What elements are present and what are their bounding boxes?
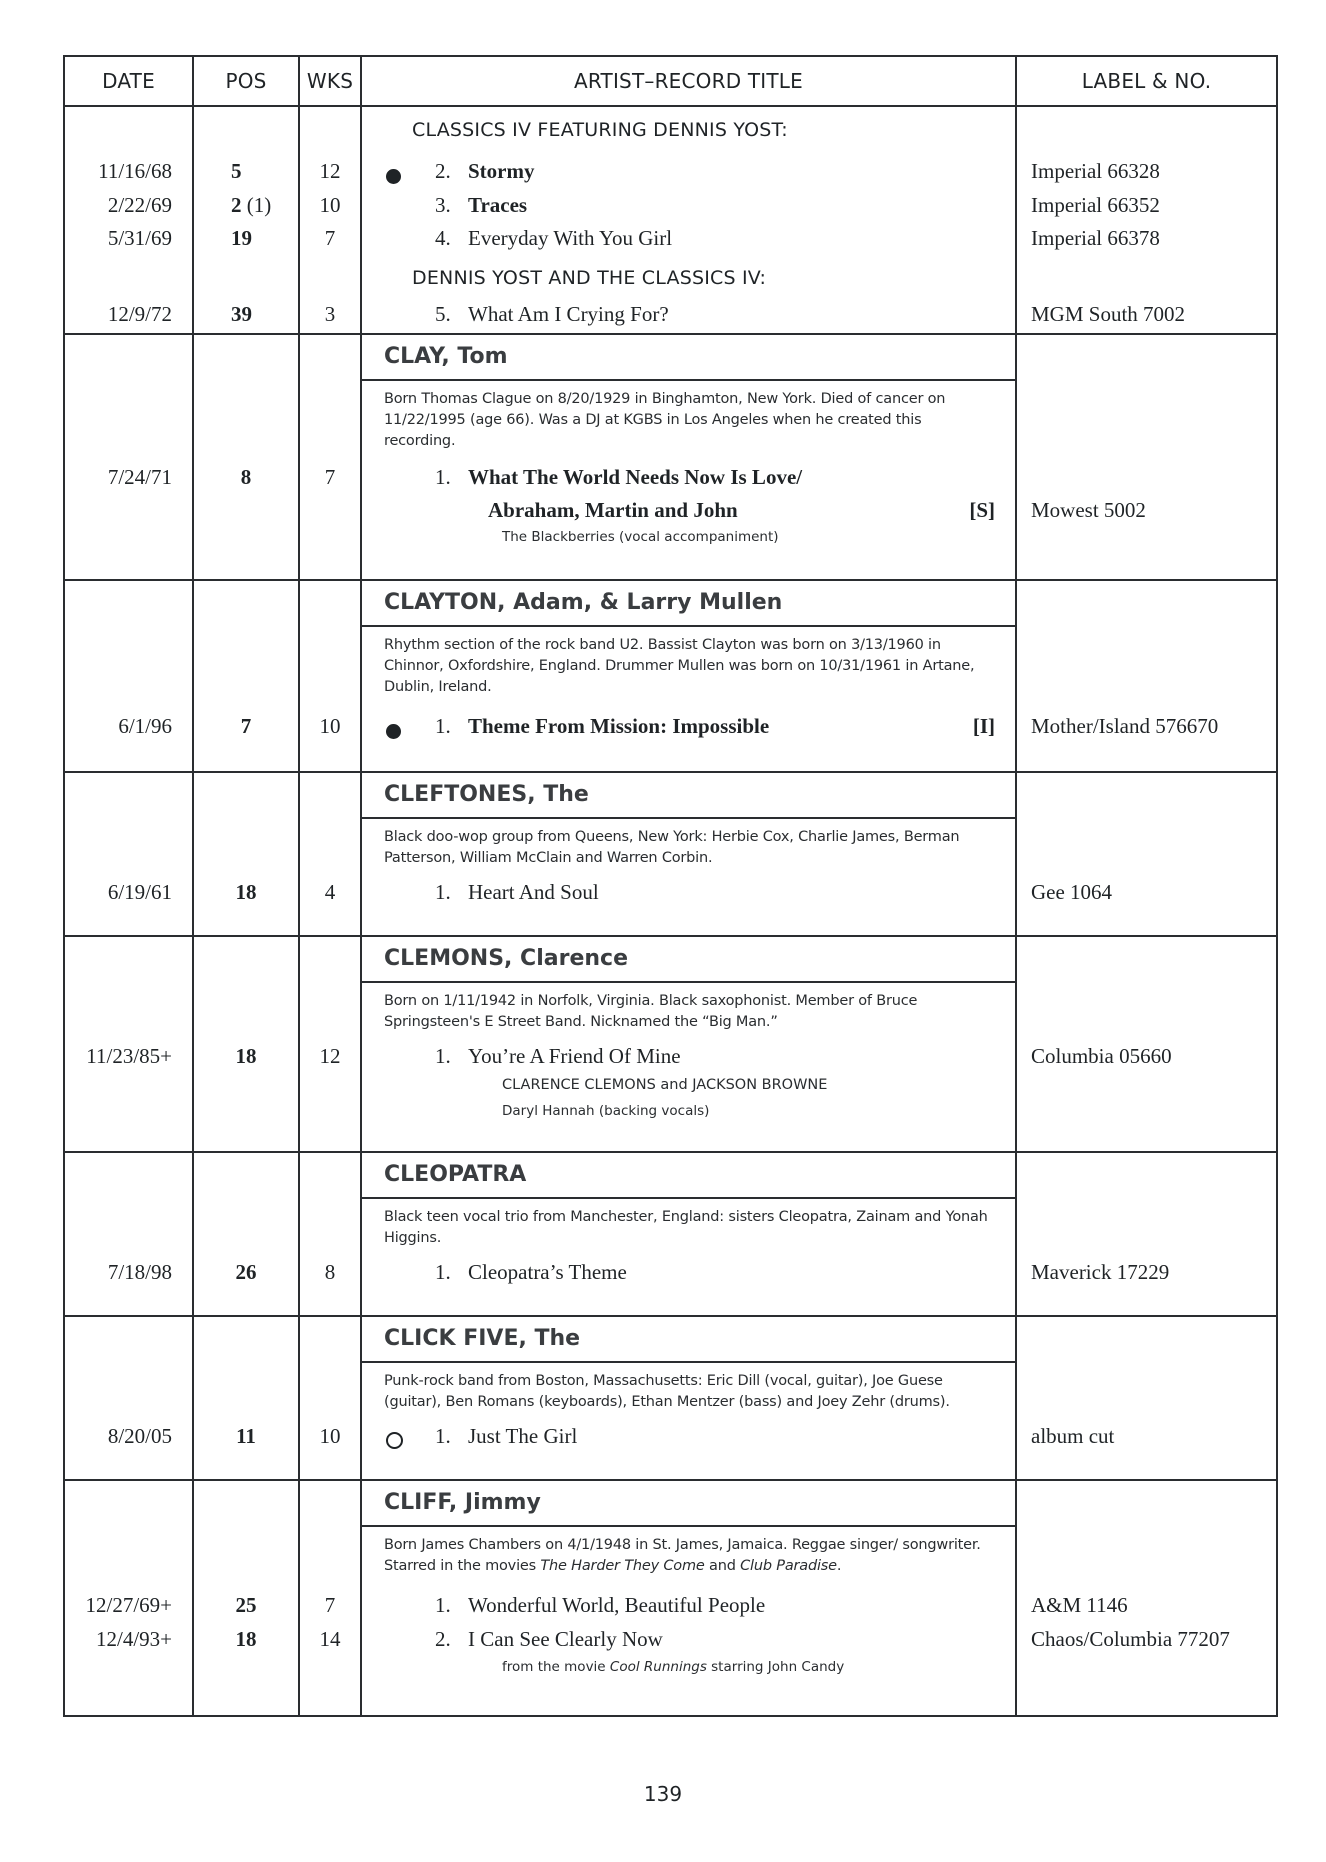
label-cell (1016, 1316, 1277, 1480)
weeks-charted: 8 (324, 1260, 336, 1284)
weeks-charted: 12 (319, 1044, 341, 1068)
song-title: Everyday With You Girl (468, 226, 673, 250)
artist-row-cliff-jimmy (64, 1480, 1277, 1716)
song-title: Heart And Soul (468, 880, 599, 904)
peak-position: 25 (235, 1593, 257, 1617)
weeks-charted: 7 (324, 1593, 336, 1617)
date-cell (64, 106, 193, 334)
record-label: MGM South 7002 (1031, 302, 1186, 326)
header-wks: WKS (299, 56, 361, 106)
label-cell (1016, 1480, 1277, 1716)
wks-cell (299, 1480, 361, 1716)
title-cell: CLICK FIVE, The Punk-rock band from Boston, Massachusetts: Eric Dill (vocal, guitar), Joe Guese (guitar), Ben Romans (keyboards), Ethan Mentzer (bass) and Joey Zehr (drums). 1. Just The Girl (361, 1316, 1016, 1480)
wks-cell (299, 1316, 361, 1480)
date-cell (64, 1316, 193, 1480)
label-cell (1016, 1152, 1277, 1316)
peak-position: 18 (235, 1627, 257, 1651)
record-label: Imperial 66378 (1031, 226, 1160, 250)
date-cell (64, 772, 193, 936)
artist-name: CLIFF, Jimmy (362, 1481, 1015, 1527)
header-label: LABEL & NO. (1016, 56, 1277, 106)
artist-row-classics-iv (64, 106, 1277, 334)
artist-row-clay-tom (64, 334, 1277, 580)
label-cell (1016, 772, 1277, 936)
peak-position: 11 (236, 1424, 256, 1448)
peak-position: 7 (240, 714, 252, 738)
song-note: The Blackberries (vocal accompaniment) (502, 529, 779, 545)
header-row (64, 56, 1277, 106)
artist-name: CLEMONS, Clarence (362, 937, 1015, 983)
peak-position: 5 (231, 159, 242, 183)
song-title: Just The Girl (468, 1424, 578, 1448)
record-label: Chaos/Columbia 77207 (1031, 1627, 1230, 1651)
chart-date: 7/24/71 (107, 465, 172, 489)
date-cell (64, 936, 193, 1152)
song-title: Stormy (468, 159, 535, 183)
gold-record-icon (386, 165, 401, 190)
header-date: DATE (64, 56, 193, 106)
weeks-charted: 10 (319, 1424, 341, 1448)
pos-cell (193, 772, 299, 936)
peak-position: 8 (240, 465, 252, 489)
artist-bio: Black teen vocal trio from Manchester, England: sisters Cleopatra, Zainam and Yonah Higgins. (384, 1209, 988, 1246)
wks-cell (299, 936, 361, 1152)
title-cell: CLIFF, Jimmy Born James Chambers on 4/1/1948 in St. James, Jamaica. Reggae singer/ songwriter. Starred in the movies The Harder They Come and Club Paradise. 1. Wonderful World, Beautiful People 2. I Can See Clearly Now from the movie Cool Runnings starring John Candy (361, 1480, 1016, 1716)
pos-cell (193, 580, 299, 772)
song-title: Traces (468, 193, 528, 217)
chart-date: 12/27/69+ (85, 1593, 172, 1617)
date-cell (64, 1480, 193, 1716)
song-title: Cleopatra’s Theme (468, 1260, 627, 1284)
peak-position: 2 (1) (231, 193, 272, 217)
peak-position: 19 (231, 226, 252, 250)
chart-date: 6/19/61 (107, 880, 172, 904)
date-cell (64, 580, 193, 772)
header-pos: POS (193, 56, 299, 106)
title-cell: CLAY, Tom Born Thomas Clague on 8/20/1929 in Binghamton, New York. Died of cancer on 11/22/1995 (age 66). Was a DJ at KGBS in Los Angeles when he created this recording. 1. What The World Needs Now Is Love/ Abraham, Martin and John [S] The Blackberries (vocal accompaniment) (361, 334, 1016, 580)
record-label: Imperial 66352 (1031, 193, 1160, 217)
chart-date: 12/4/93+ (95, 1627, 172, 1651)
song-title: Theme From Mission: Impossible (468, 714, 770, 738)
wks-cell (299, 106, 361, 334)
title-cell: CLEFTONES, The Black doo-wop group from Queens, New York: Herbie Cox, Charlie James, Berman Patterson, William McClain and Warren Corbin. 1. Heart And Soul (361, 772, 1016, 936)
song-title: What The World Needs Now Is Love/ (468, 465, 803, 489)
page-number: 139 (643, 1782, 683, 1806)
pos-cell (193, 1480, 299, 1716)
artist-row-clayton-mullen (64, 580, 1277, 772)
weeks-charted: 7 (324, 226, 336, 250)
stereo-tag: [S] (969, 498, 995, 522)
artist-bio: Punk-rock band from Boston, Massachusetts: Eric Dill (vocal, guitar), Joe Guese (guitar), Ben Romans (keyboards), Ethan Mentzer (bass) and Joey Zehr (drums). (384, 1373, 950, 1410)
song-title: Wonderful World, Beautiful People (468, 1593, 766, 1617)
pos-cell (193, 106, 299, 334)
record-label: Imperial 66328 (1031, 159, 1160, 183)
date-cell (64, 334, 193, 580)
artist-name: CLEFTONES, The (362, 773, 1015, 819)
record-label: Columbia 05660 (1031, 1044, 1172, 1068)
weeks-charted: 7 (324, 465, 336, 489)
chart-date: 8/20/05 (107, 1424, 172, 1448)
weeks-charted: 12 (319, 159, 341, 183)
chart-date: 12/9/72 (107, 302, 172, 326)
label-cell (1016, 106, 1277, 334)
record-label: album cut (1031, 1424, 1115, 1448)
title-cell: CLASSICS IV FEATURING DENNIS YOST: 2. Stormy 3. Traces 4. Everyday With You Girl DENNIS YOST AND THE CLASSICS IV: 5. What Am I Crying For? (361, 106, 1016, 334)
peak-position: 18 (235, 1044, 257, 1068)
artist-bio: Rhythm section of the rock band U2. Bassist Clayton was born on 3/13/1960 in Chinnor, Oxfordshire, England. Drummer Mullen was born on 10/31/1961 in Artane, Dublin, Ireland. (384, 637, 975, 695)
chart-date: 11/23/85+ (86, 1044, 172, 1068)
record-label: A&M 1146 (1031, 1593, 1128, 1617)
chart-date: 2/22/69 (107, 193, 172, 217)
artist-credit-subhead: DENNIS YOST AND THE CLASSICS IV: (412, 267, 767, 289)
chart-date: 11/16/68 (98, 159, 172, 183)
artist-bio: Born Thomas Clague on 8/20/1929 in Binghamton, New York. Died of cancer on 11/22/1995 (age 66). Was a DJ at KGBS in Los Angeles when he created this recording. (384, 391, 946, 449)
chart-date: 7/18/98 (107, 1260, 172, 1284)
gold-record-icon (386, 720, 401, 745)
date-cell (64, 1152, 193, 1316)
chart-date: 6/1/96 (118, 714, 172, 738)
artist-credit-subhead: CLASSICS IV FEATURING DENNIS YOST: (412, 119, 788, 141)
peak-position: 18 (235, 880, 257, 904)
artist-name: CLAYTON, Adam, & Larry Mullen (362, 581, 1015, 627)
digital-track-icon (386, 1430, 403, 1455)
chart-date: 5/31/69 (107, 226, 172, 250)
artist-name: CLICK FIVE, The (362, 1317, 1015, 1363)
weeks-charted: 3 (324, 302, 336, 326)
instrumental-tag: [I] (972, 714, 995, 738)
artist-row-cleftones (64, 772, 1277, 936)
record-label: Mother/Island 576670 (1031, 714, 1219, 738)
pos-cell (193, 1316, 299, 1480)
weeks-charted: 10 (319, 714, 341, 738)
record-label: Mowest 5002 (1031, 498, 1146, 522)
weeks-charted: 10 (319, 193, 341, 217)
artist-row-click-five (64, 1316, 1277, 1480)
label-cell (1016, 580, 1277, 772)
header-title: ARTIST–RECORD TITLE (361, 56, 1016, 106)
artist-bio: Born James Chambers on 4/1/1948 in St. James, Jamaica. Reggae singer/ songwriter. Starred in the movies The Harder They Come and Club Paradise. (384, 1537, 981, 1574)
peak-position: 26 (235, 1260, 257, 1284)
song-note: Daryl Hannah (backing vocals) (502, 1103, 710, 1119)
song-note: from the movie Cool Runnings starring John Candy (502, 1659, 845, 1675)
artist-bio: Black doo-wop group from Queens, New York: Herbie Cox, Charlie James, Berman Patterson, William McClain and Warren Corbin. (384, 829, 960, 866)
artist-name: CLEOPATRA (362, 1153, 1015, 1199)
pos-cell (193, 334, 299, 580)
pos-cell (193, 1152, 299, 1316)
pos-cell (193, 936, 299, 1152)
artist-credit: CLARENCE CLEMONS and JACKSON BROWNE (502, 1077, 828, 1093)
record-label: Gee 1064 (1031, 880, 1113, 904)
weeks-charted: 14 (319, 1627, 341, 1651)
wks-cell (299, 1152, 361, 1316)
artist-name: CLAY, Tom (362, 335, 1015, 381)
artist-bio: Born on 1/11/1942 in Norfolk, Virginia. Black saxophonist. Member of Bruce Springsteen's E Street Band. Nicknamed the “Big Man.” (384, 993, 918, 1030)
song-title: Abraham, Martin and John (488, 498, 738, 522)
weeks-charted: 4 (324, 880, 336, 904)
song-title: I Can See Clearly Now (468, 1627, 663, 1651)
chart-table (63, 55, 1278, 1717)
title-cell: CLEOPATRA Black teen vocal trio from Manchester, England: sisters Cleopatra, Zainam and Yonah Higgins. 1. Cleopatra’s Theme (361, 1152, 1016, 1316)
title-cell: CLAYTON, Adam, & Larry Mullen Rhythm section of the rock band U2. Bassist Clayton was born on 3/13/1960 in Chinnor, Oxfordshire, England. Drummer Mullen was born on 10/31/1961 in Artane, Dublin, Ireland. 1. Theme From Mission: Impossible [I] (361, 580, 1016, 772)
title-cell: CLEMONS, Clarence Born on 1/11/1942 in Norfolk, Virginia. Black saxophonist. Member of Bruce Springsteen's E Street Band. Nicknamed the “Big Man.” 1. You’re A Friend Of Mine CLARENCE CLEMONS and JACKSON BROWNE Daryl Hannah (backing vocals) (361, 936, 1016, 1152)
label-cell (1016, 334, 1277, 580)
artist-row-clemons (64, 936, 1277, 1152)
song-title: What Am I Crying For? (468, 302, 669, 326)
label-cell (1016, 936, 1277, 1152)
wks-cell (299, 580, 361, 772)
peak-position: 39 (231, 302, 252, 326)
record-label: Maverick 17229 (1031, 1260, 1170, 1284)
artist-row-cleopatra (64, 1152, 1277, 1316)
wks-cell (299, 334, 361, 580)
song-title: You’re A Friend Of Mine (468, 1044, 681, 1068)
wks-cell (299, 772, 361, 936)
